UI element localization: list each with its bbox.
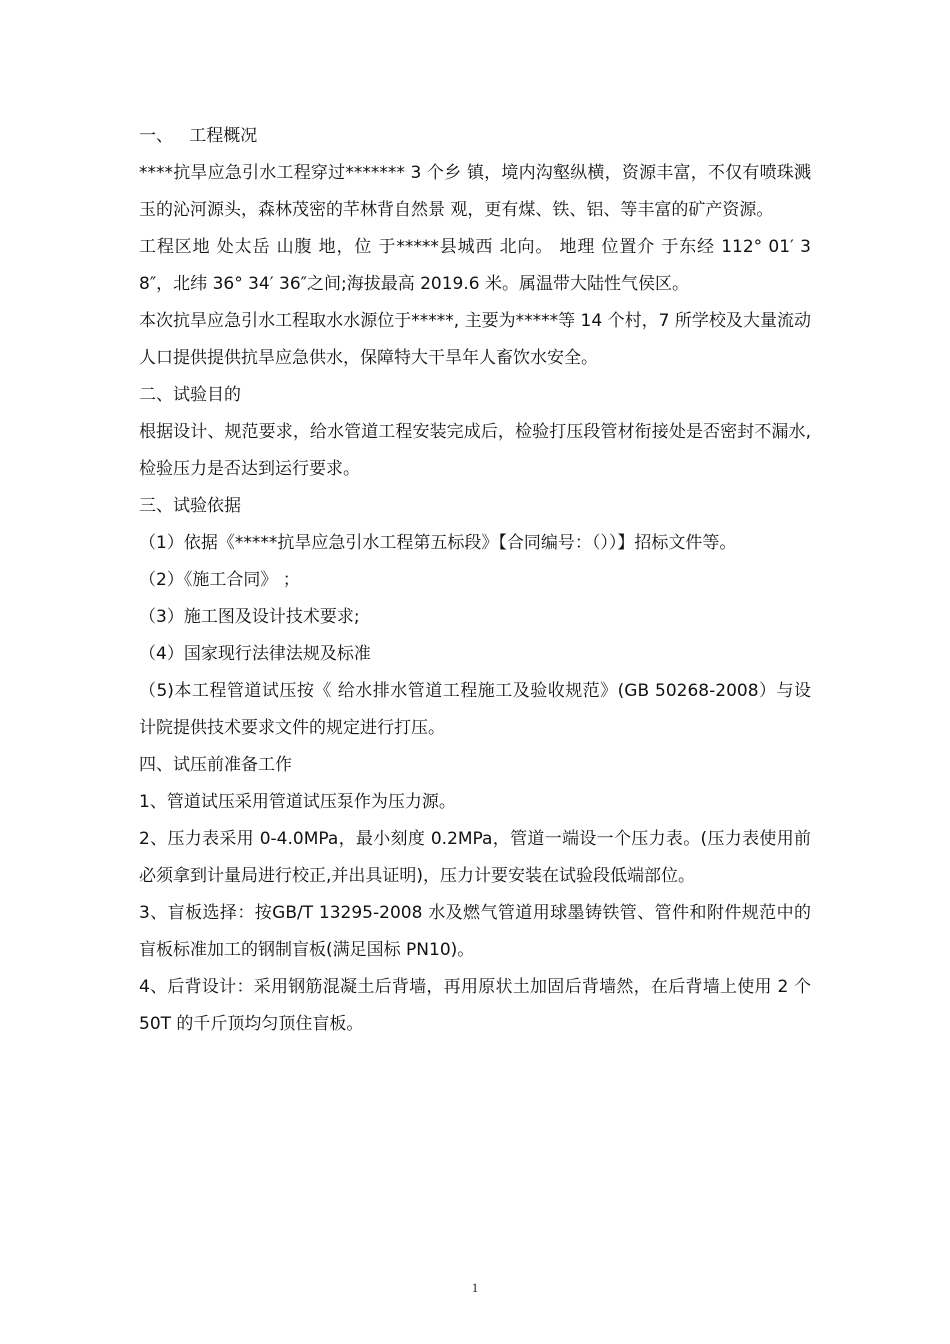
preparation-item-4: 4、后背设计：采用钢筋混凝土后背墙，再用原状土加固后背墙然，在后背墙上使用 2 个 50T 的千斤顶均匀顶住盲板。 [139,977,811,1034]
basis-item-4: （4）国家现行法律法规及标准 [139,644,371,664]
basis-item-3: （3）施工图及设计技术要求; [139,607,360,627]
section-heading-overview: 一、 工程概况 [139,126,258,146]
overview-paragraph-2: 工程区地 处太岳 山腹 地，位 于*****县城西 北向。 地理 位置介 于东经 112° 01′ 38″，北纬 36° 34′ 36″之间;海拔最高 2019.6 米。属温带大陆性气侯区。 [139,237,811,294]
document-body [139,118,811,1043]
purpose-paragraph: 根据设计、规范要求，给水管道工程安装完成后，检验打压段管材衔接处是否密封不漏水,检验压力是否达到运行要求。 [139,422,811,479]
basis-item-2: （2）《施工合同》 ； [139,570,300,590]
basis-item-5: （5)本工程管道试压按《 给水排水管道工程施工及验收规范》(GB 50268-2008）与设计院提供技术要求文件的规定进行打压。 [139,681,811,738]
section-heading-purpose: 二、试验目的 [139,385,241,405]
section-heading-basis: 三、试验依据 [139,496,241,516]
preparation-item-3: 3、盲板选择：按GB/T 13295-2008 水及燃气管道用球墨铸铁管、管件和附件规范中的盲板标准加工的钢制盲板(满足国标 PN10)。 [139,903,811,960]
overview-paragraph-1: ****抗旱应急引水工程穿过******* 3 个乡 镇，境内沟壑纵横，资源丰富，不仅有喷珠溅玉的沁河源头，森林茂密的芊林背自然景 观，更有煤、铁、铝、等丰富的矿产资源。 [139,163,811,220]
page-number: 1 [471,1280,479,1295]
basis-item-1: （1）依据《*****抗旱应急引水工程第五标段》【合同编号：（））】招标文件等。 [139,533,737,553]
section-heading-preparation: 四、试压前准备工作 [139,755,292,775]
preparation-item-1: 1、管道试压采用管道试压泵作为压力源。 [139,792,456,812]
preparation-item-2: 2、压力表采用 0-4.0MPa，最小刻度 0.2MPa，管道一端设一个压力表。(压力表使用前必须拿到计量局进行校正,并出具证明)，压力计要安装在试验段低端部位。 [139,829,811,886]
overview-paragraph-3: 本次抗旱应急引水工程取水水源位于*****, 主要为*****等 14 个村，7 所学校及大量流动人口提供提供抗旱应急供水，保障特大干旱年人畜饮水安全。 [139,311,811,368]
